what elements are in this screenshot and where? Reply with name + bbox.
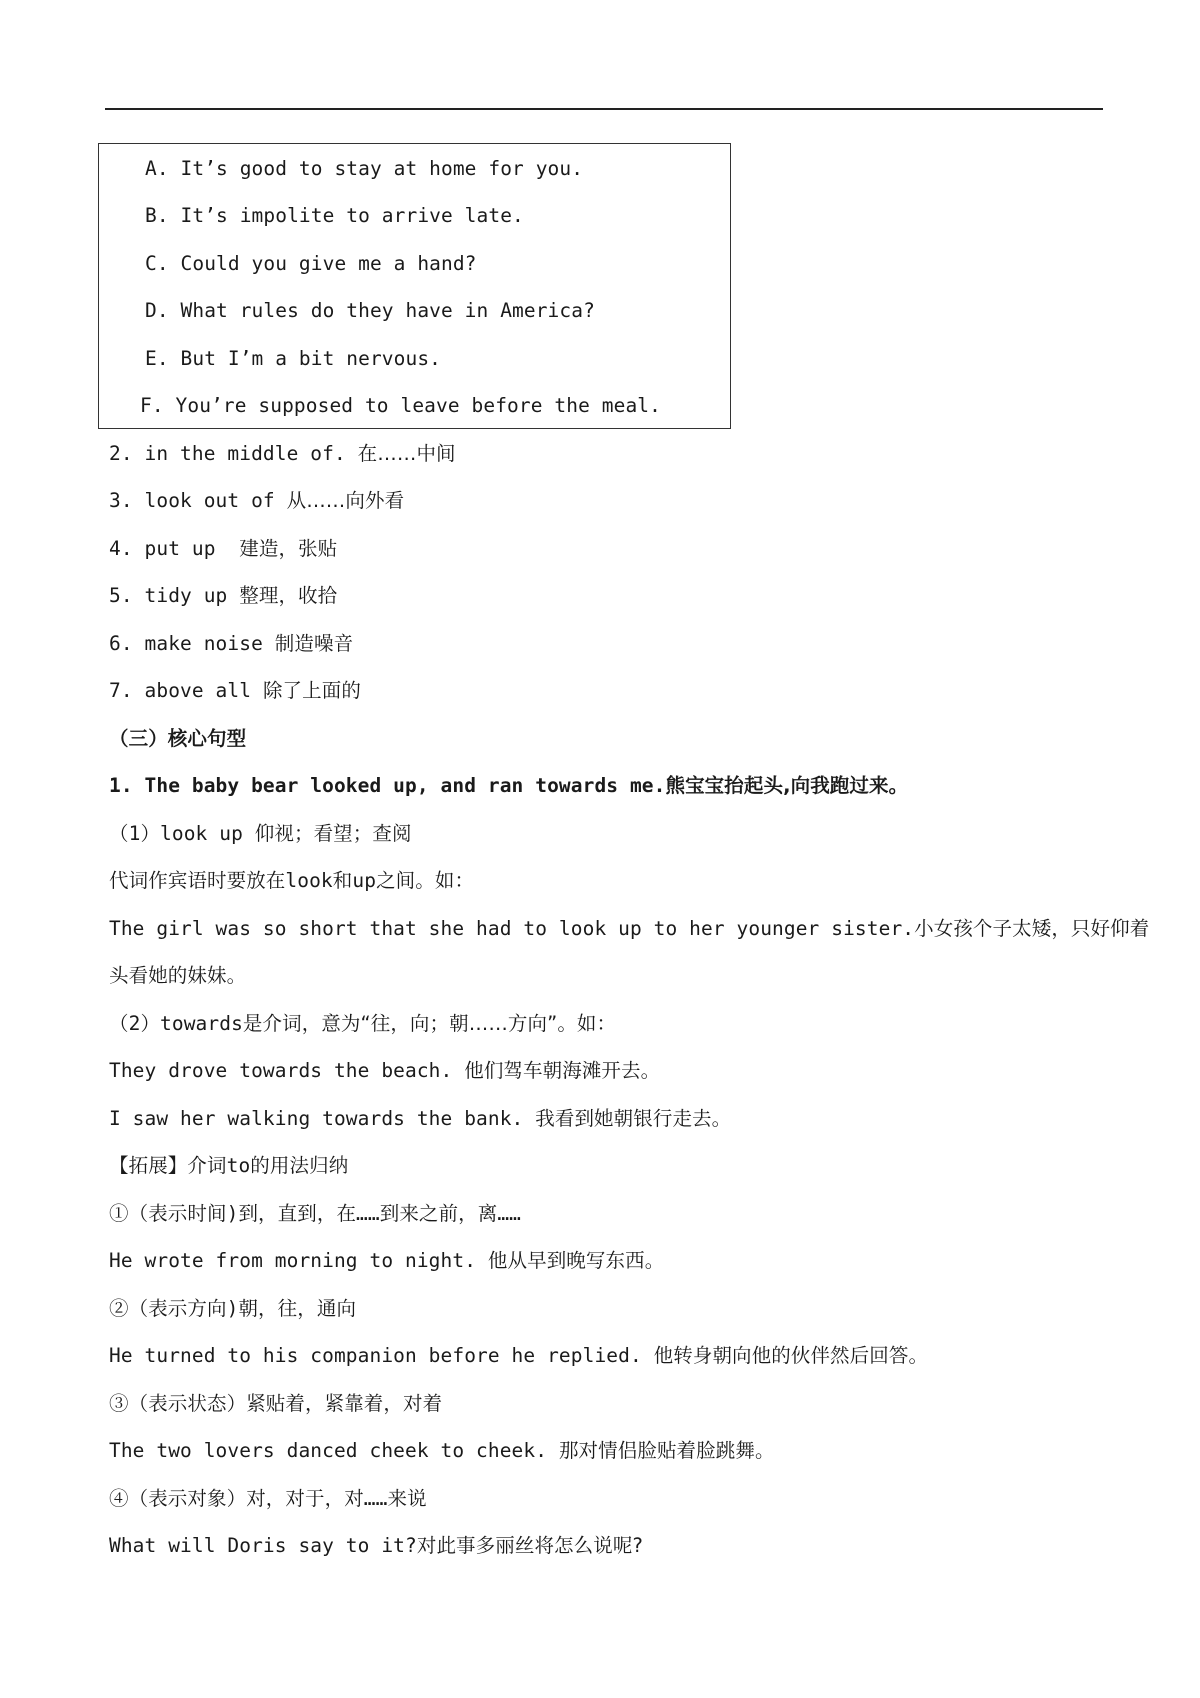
usage-example [109,1437,775,1465]
options-box [98,143,731,429]
phrase-item [109,677,361,705]
phrase-item [109,487,404,515]
note-text: 代词作宾语时要放在 [109,869,286,892]
option-c: C. Could you give me a hand? [145,252,477,275]
note-text: look [285,869,333,892]
usage-example [109,1342,928,1370]
example-1-cont: 头看她的妹妹。 [109,964,247,987]
phrase-cn: 整理，收拾 [239,584,338,607]
phrase-en: 3. look out of [109,489,275,512]
core-sentence-cn: 熊宝宝抬起头,向我跑过来。 [665,774,909,797]
example-cn: 小女孩个子太矮，只好仰着 [914,917,1150,940]
phrase-cn: 建造，张贴 [239,537,338,560]
phrase-en: 7. above all [109,679,252,702]
example-en: He wrote from morning to night. [109,1249,477,1272]
point-2-text: 是介词，意为“往，向；朝……方向”。如： [242,1012,617,1035]
phrase-item [109,535,337,563]
example-cn: 我看到她朝银行走去。 [535,1107,732,1130]
core-sentence [109,772,908,800]
phrase-cn: 在……中间 [357,442,456,465]
example-en: The two lovers danced cheek to cheek. [109,1439,548,1462]
phrase-cn: 从……向外看 [286,489,405,512]
note-text: up [352,869,377,892]
example-cn: 那对情侣脸贴着脸跳舞。 [558,1439,775,1462]
example-cn: 对此事多丽丝将怎么说呢? [416,1534,643,1557]
phrase-item [109,440,456,468]
phrase-item [109,630,353,658]
point-2-label: （2）towards [109,1012,243,1035]
example-en: I saw her walking towards the bank. [109,1107,524,1130]
example-cn: 他们驾车朝海滩开去。 [464,1059,661,1082]
phrase-en: 2. in the middle of. [109,442,346,465]
option-f: F. You’re supposed to leave before the meal. [140,394,661,417]
example-2 [109,1057,660,1085]
note-text: 和 [332,869,353,892]
option-b: B. It’s impolite to arrive late. [145,204,524,227]
note-text: 之间。如： [376,869,475,892]
example-en: He turned to his companion before he replied. [109,1344,642,1367]
option-e: E. But I’m a bit nervous. [145,347,441,370]
phrase-en: 4. put up [109,537,216,560]
point-1 [109,820,412,848]
usage-head: ③（表示状态）紧贴着，紧靠着，对着 [109,1392,443,1415]
phrase-cn: 除了上面的 [262,679,361,702]
phrase-item [109,582,337,610]
phrase-en: 5. tidy up [109,584,228,607]
option-a: A. It’s good to stay at home for you. [145,157,584,180]
point-1-label: （1）look up [109,822,243,845]
usage-example [109,1247,664,1275]
example-en: The girl was so short that she had to look up to her younger sister. [109,917,915,940]
usage-example [109,1532,643,1560]
usage-head: ④（表示对象）对，对于，对……来说 [109,1487,427,1510]
example-en: They drove towards the beach. [109,1059,453,1082]
phrase-en: 6. make noise [109,632,263,655]
usage-head: ②（表示方向)朝，往，通向 [109,1297,357,1320]
example-cn: 他转身朝向他的伙伴然后回答。 [653,1344,929,1367]
point-2 [109,1010,616,1038]
point-1-cn: 仰视；看望；查阅 [254,822,412,845]
example-1 [109,915,1149,943]
example-cn: 他从早到晚写东西。 [487,1249,665,1272]
section-title: （三）核心句型 [109,727,247,750]
usage-head: ①（表示时间)到，直到，在……到来之前，离…… [109,1202,522,1225]
extension-text: 的用法归纳 [250,1154,349,1177]
core-sentence-en: 1. The baby bear looked up, and ran towards me. [109,774,666,797]
note-1 [109,867,474,895]
extension-text: to [226,1154,251,1177]
example-3 [109,1105,731,1133]
option-d: D. What rules do they have in America? [145,299,595,322]
header-rule [105,108,1103,110]
extension-text: 【拓展】介词 [109,1154,227,1177]
example-en: What will Doris say to it? [109,1534,417,1557]
extension-title [109,1152,348,1180]
phrase-cn: 制造噪音 [274,632,354,655]
